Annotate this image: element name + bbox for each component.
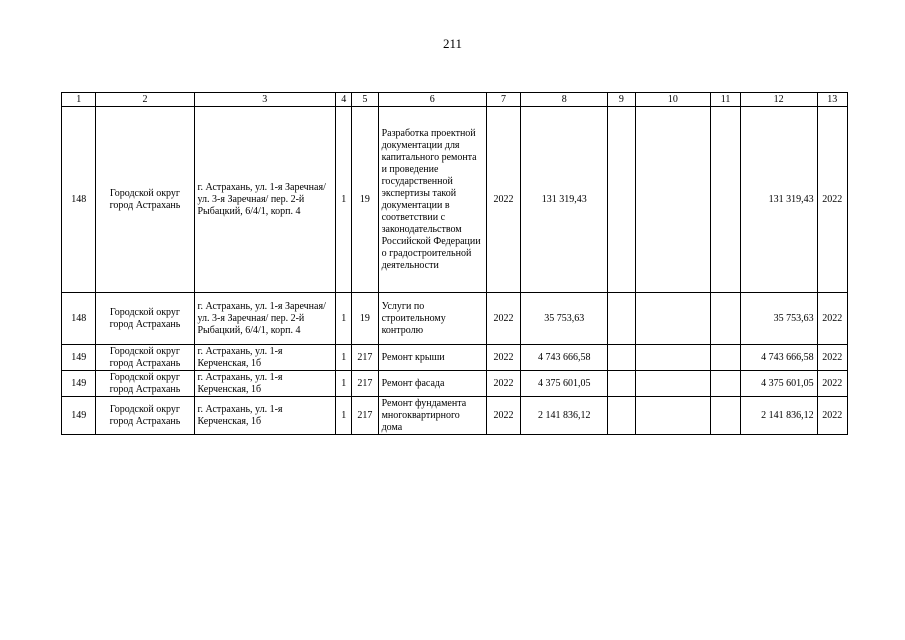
column-header-5: 5 xyxy=(352,93,378,107)
col4-cell: 1 xyxy=(336,397,352,435)
col4-cell: 1 xyxy=(336,293,352,345)
municipality-cell: Городской округ город Астрахань xyxy=(96,371,194,397)
column-header-3: 3 xyxy=(194,93,336,107)
cost-cell: 4 743 666,58 xyxy=(521,345,608,371)
address-cell: г. Астрахань, ул. 1-я Заречная/ ул. 3-я Заречная/ пер. 2-й Рыбацкий, 6/4/1, корп. 4 xyxy=(194,293,336,345)
col5-cell: 217 xyxy=(352,345,378,371)
col5-cell: 19 xyxy=(352,107,378,293)
year-cell: 2022 xyxy=(486,371,520,397)
total-cell: 2 141 836,12 xyxy=(740,397,817,435)
total-cell: 35 753,63 xyxy=(740,293,817,345)
col10-cell xyxy=(635,107,711,293)
column-header-13: 13 xyxy=(817,93,847,107)
work-type-cell: Разработка проектной документации для капитального ремонта и проведение государственной экспертизы такой документации в соответствии с законодательством Российской Федерации о градостроительной деятельности xyxy=(378,107,486,293)
cost-cell: 4 375 601,05 xyxy=(521,371,608,397)
page-number: 211 xyxy=(442,36,463,51)
row-number: 149 xyxy=(62,345,96,371)
year-cell: 2022 xyxy=(486,293,520,345)
column-header-1: 1 xyxy=(62,93,96,107)
col10-cell xyxy=(635,293,711,345)
address-cell: г. Астрахань, ул. 1-я Керченская, 1б xyxy=(194,397,336,435)
col11-cell xyxy=(711,107,740,293)
col11-cell xyxy=(711,371,740,397)
address-cell: г. Астрахань, ул. 1-я Керченская, 1б xyxy=(194,371,336,397)
column-header-8: 8 xyxy=(521,93,608,107)
year-end-cell: 2022 xyxy=(817,371,847,397)
col10-cell xyxy=(635,397,711,435)
work-type-cell: Ремонт крыши xyxy=(378,345,486,371)
total-cell: 131 319,43 xyxy=(740,107,817,293)
address-cell: г. Астрахань, ул. 1-я Керченская, 1б xyxy=(194,345,336,371)
table-row xyxy=(62,293,848,345)
col10-cell xyxy=(635,345,711,371)
column-header-10: 10 xyxy=(635,93,711,107)
col4-cell: 1 xyxy=(336,345,352,371)
year-cell: 2022 xyxy=(486,107,520,293)
col4-cell: 1 xyxy=(336,371,352,397)
table-row xyxy=(62,397,848,435)
col9-cell xyxy=(608,293,635,345)
total-cell: 4 743 666,58 xyxy=(740,345,817,371)
col10-cell xyxy=(635,371,711,397)
col5-cell: 19 xyxy=(352,293,378,345)
col9-cell xyxy=(608,371,635,397)
table-row xyxy=(62,345,848,371)
year-end-cell: 2022 xyxy=(817,345,847,371)
cost-cell: 131 319,43 xyxy=(521,107,608,293)
col11-cell xyxy=(711,345,740,371)
table-row xyxy=(62,107,848,293)
row-number: 149 xyxy=(62,397,96,435)
year-cell: 2022 xyxy=(486,397,520,435)
cost-cell: 35 753,63 xyxy=(521,293,608,345)
repair-registry-table xyxy=(61,92,848,435)
year-end-cell: 2022 xyxy=(817,293,847,345)
column-header-12: 12 xyxy=(740,93,817,107)
column-header-6: 6 xyxy=(378,93,486,107)
column-header-2: 2 xyxy=(96,93,194,107)
row-number: 148 xyxy=(62,293,96,345)
address-cell: г. Астрахань, ул. 1-я Заречная/ ул. 3-я Заречная/ пер. 2-й Рыбацкий, 6/4/1, корп. 4 xyxy=(194,107,336,293)
col5-cell: 217 xyxy=(352,371,378,397)
column-header-7: 7 xyxy=(486,93,520,107)
municipality-cell: Городской округ город Астрахань xyxy=(96,397,194,435)
year-end-cell: 2022 xyxy=(817,397,847,435)
work-type-cell: Ремонт фасада xyxy=(378,371,486,397)
col9-cell xyxy=(608,345,635,371)
year-end-cell: 2022 xyxy=(817,107,847,293)
year-cell: 2022 xyxy=(486,345,520,371)
municipality-cell: Городской округ город Астрахань xyxy=(96,345,194,371)
municipality-cell: Городской округ город Астрахань xyxy=(96,107,194,293)
table-row xyxy=(62,371,848,397)
col5-cell: 217 xyxy=(352,397,378,435)
col4-cell: 1 xyxy=(336,107,352,293)
work-type-cell: Ремонт фундамента многоквартирного дома xyxy=(378,397,486,435)
col11-cell xyxy=(711,293,740,345)
col9-cell xyxy=(608,107,635,293)
col9-cell xyxy=(608,397,635,435)
column-header-11: 11 xyxy=(711,93,740,107)
total-cell: 4 375 601,05 xyxy=(740,371,817,397)
row-number: 148 xyxy=(62,107,96,293)
row-number: 149 xyxy=(62,371,96,397)
column-header-9: 9 xyxy=(608,93,635,107)
col11-cell xyxy=(711,397,740,435)
column-header-4: 4 xyxy=(336,93,352,107)
cost-cell: 2 141 836,12 xyxy=(521,397,608,435)
header-row xyxy=(62,93,848,107)
municipality-cell: Городской округ город Астрахань xyxy=(96,293,194,345)
work-type-cell: Услуги по строительному контролю xyxy=(378,293,486,345)
